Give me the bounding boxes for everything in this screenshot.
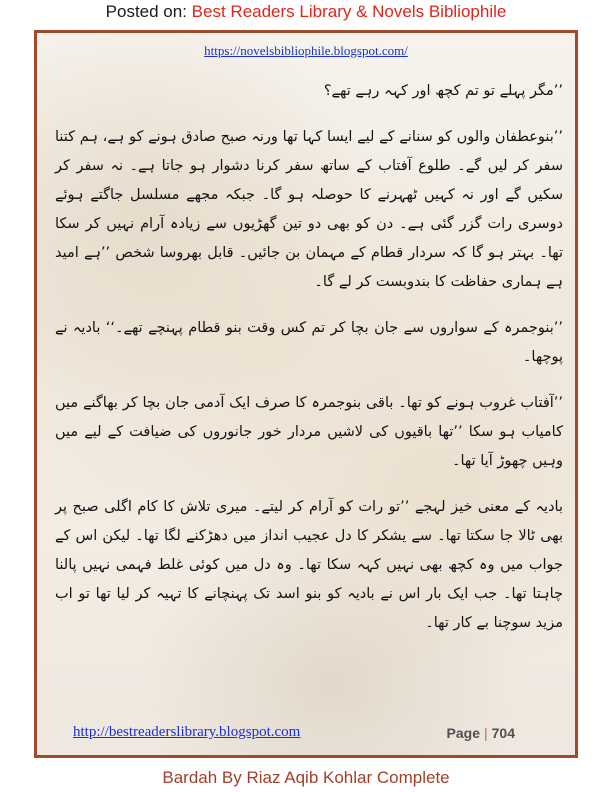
- footer-url-link[interactable]: http://bestreaderslibrary.blogspot.com: [73, 724, 301, 740]
- book-title: Bardah By Riaz Aqib Kohlar Complete: [162, 768, 450, 787]
- top-url-link[interactable]: https://novelsbibliophile.blogspot.com/: [204, 43, 408, 58]
- paragraph: ’’بنوجمرہ کے سواروں سے جان بچا کر تم کس وقت بنو قطام پہنچے تھے۔‘‘ بادیہ نے پوچھا۔: [55, 320, 563, 365]
- paragraph: ’’بنوعطفان والوں کو سنانے کے لیے ایسا کہا تھا ورنہ صبح صادق ہونے کو ہے، ہم کتنا سفر کر لیں گے۔ طلوع آفتاب کے ساتھ سفر کرنا دشوار ہو جاتا ہے۔ نہ سفر کر سکیں گے اور نہ کہیں ٹھہرنے کا حوصلہ ہو گا۔ جبکہ مجھے مسلسل جاگتے ہوئے دوسری رات گزر گئی ہے۔ دن کو بھی دو تین گھڑیوں سے زیادہ آرام نہیں کر سکا تھا۔ بہتر ہو گا کہ سردار قطام کے مہمان بن جائیں۔ قابل بھروسا شخص ’’ہے امید ہے ہماری حفاظت کا بندوبست کر لے گا۔: [55, 129, 563, 290]
- document-page: [34, 30, 578, 758]
- urdu-body-text: [55, 77, 563, 655]
- page-label: Page: [446, 725, 480, 741]
- posted-on-header: [0, 2, 612, 22]
- site-name: Best Readers Library & Novels Bibliophile: [191, 2, 507, 21]
- paragraph: بادیہ کے معنی خیز لہجے ’’تو رات کو آرام کر لیتے۔ میری تلاش کا کام اگلی صبح پر بھی ٹالا جا سکتا تھا۔ سے یشکر کا دل عجیب انداز میں دھڑکنے لگا تھا۔ لیکن اس کے جواب میں وہ کچھ بھی نہیں کہہ سکا تھا۔ وہ دل میں کوئی غلط فہمی نہیں پالنا چاہتا تھا۔ جب ایک بار اس نے بادیہ کو بنو اسد تک پہنچانے کا تہیہ کر لیا تھا تو اب مزید سوچنا بے کار تھا۔: [55, 499, 563, 631]
- page-number-value: 704: [491, 725, 515, 741]
- paragraph: ’’آفتاب غروب ہونے کو تھا۔ باقی بنوجمرہ کا صرف ایک آدمی جان بچا کر بھاگنے میں کامیاب ہو سکا ’’تھا باقیوں کی لاشیں مردار خور جانوروں کی ضیافت کے لیے میں وہیں چھوڑ آیا تھا۔: [55, 395, 563, 469]
- page-separator: |: [484, 725, 488, 741]
- page-number: [447, 725, 515, 741]
- posted-label: Posted on:: [105, 2, 187, 21]
- paragraph: ’’مگر پہلے تو تم کچھ اور کہہ رہے تھے؟: [323, 83, 563, 99]
